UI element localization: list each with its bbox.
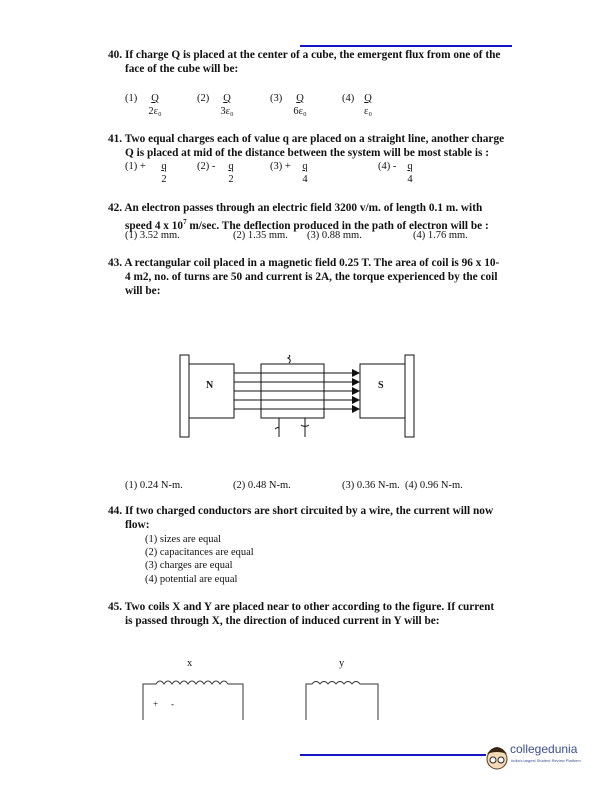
numerator: Q: [296, 93, 304, 104]
q41-text-2: Q is placed at mid of the distance between the system will be most stable is :: [125, 147, 489, 159]
q40-text-2: face of the cube will be:: [125, 63, 239, 75]
numerator: q: [302, 161, 308, 172]
q40-opt2-label: (2): [197, 93, 210, 104]
q40-opt4: [360, 92, 376, 118]
q45-text: 45. Two coils X and Y are placed near to other according to the figure. If current: [108, 601, 495, 613]
right-pole-plate: [405, 355, 414, 437]
q43-opt1: (1) 0.24 N-m.: [125, 480, 183, 491]
q44-opt1: (1) sizes are equal: [145, 534, 222, 545]
mascot-icon: [484, 740, 510, 772]
logo-tagline: India's largest Student Review Platform: [511, 758, 581, 763]
q44-opt3: (3) charges are equal: [145, 560, 233, 571]
numerator: q: [161, 161, 167, 172]
logo-text: collegedunia: [510, 742, 578, 756]
q41-text: 41. Two equal charges each of value q are placed on a straight line, another charge: [108, 133, 505, 145]
coil: [261, 364, 324, 418]
q43-opt2: (2) 0.48 N-m.: [233, 480, 291, 491]
q43-text-3: will be:: [125, 285, 161, 297]
minus-terminal: -: [171, 699, 174, 709]
q40-opt4-label: (4): [342, 93, 355, 104]
denominator: 4: [407, 174, 413, 185]
q42-speed: speed 4 x 10: [125, 219, 184, 232]
numerator: q: [407, 161, 413, 172]
collegedunia-logo: [484, 740, 604, 772]
plus-terminal: +: [153, 699, 159, 709]
numerator: q: [228, 161, 234, 172]
numerator: Q: [223, 93, 231, 104]
q44-text: 44. If two charged conductors are short circuited by a wire, the current will now: [108, 505, 494, 517]
q42-exponent: 7: [183, 218, 187, 226]
q43-opt4: (4) 0.96 N-m.: [405, 480, 463, 491]
north-label: N: [206, 380, 214, 391]
q43-opt3: (3) 0.36 N-m.: [342, 480, 400, 491]
q42-opt4: (4) 1.76 mm.: [413, 230, 468, 241]
q40-opt1-label: (1): [125, 93, 138, 104]
denominator: 2: [228, 174, 234, 185]
q41-opt1-label: (1) +: [125, 161, 146, 172]
left-pole-plate: [180, 355, 189, 437]
q40-opt2: [215, 92, 239, 118]
denominator: 2ε₀: [148, 106, 162, 117]
denominator: 4: [302, 174, 308, 185]
q40-opt1: [143, 92, 167, 118]
q41-opt3: [300, 160, 310, 186]
q41-opt2: [226, 160, 236, 186]
q42-text: 42. An electron passes through an electric field 3200 v/m. of length 0.1 m. with: [108, 202, 483, 214]
q44-text-2: flow:: [125, 519, 150, 531]
q41-opt3-label: (3) +: [270, 161, 291, 172]
coils-xy-diagram: [143, 681, 378, 720]
q40-opt3: [288, 92, 312, 118]
coil-x-label: x: [187, 658, 193, 669]
q42-opt1: (1) 3.52 mm.: [125, 230, 180, 241]
q44-opt4: (4) potential are equal: [145, 574, 238, 585]
q41-opt4-label: (4) -: [378, 161, 397, 172]
q45-text-2: is passed through X, the direction of induced current in Y will be:: [125, 615, 440, 627]
q40-opt3-label: (3): [270, 93, 283, 104]
q43-text-2: 4 m2, no. of turns are 50 and current is 2A, the torque experienced by the coil: [125, 271, 498, 283]
denominator: 3ε₀: [220, 106, 234, 117]
q42-opt3: (3) 0.88 mm.: [307, 230, 362, 241]
south-label: S: [378, 380, 384, 391]
bottom-rule: [300, 754, 486, 756]
q42-opt2: (2) 1.35 mm.: [233, 230, 288, 241]
denominator: 6ε₀: [293, 106, 307, 117]
q44-opt2: (2) capacitances are equal: [145, 547, 254, 558]
q41-opt4: [405, 160, 415, 186]
field-arrows: [352, 369, 360, 413]
numerator: Q: [364, 93, 372, 104]
numerator: Q: [151, 93, 159, 104]
q40-text: 40. If charge Q is placed at the center of a cube, the emergent flux from one of the: [108, 49, 501, 61]
q41-opt2-label: (2) -: [197, 161, 216, 172]
denominator: 2: [161, 174, 167, 185]
q42-question: m/sec. The deflection produced in the path of electron will be :: [186, 219, 489, 232]
q41-opt1: [159, 160, 169, 186]
top-rule: [300, 45, 512, 47]
denominator: ε₀: [363, 106, 373, 117]
coil-y-label: y: [339, 658, 345, 669]
q43-text: 43. A rectangular coil placed in a magnetic field 0.25 T. The area of coil is 96 x 10-: [108, 257, 500, 269]
